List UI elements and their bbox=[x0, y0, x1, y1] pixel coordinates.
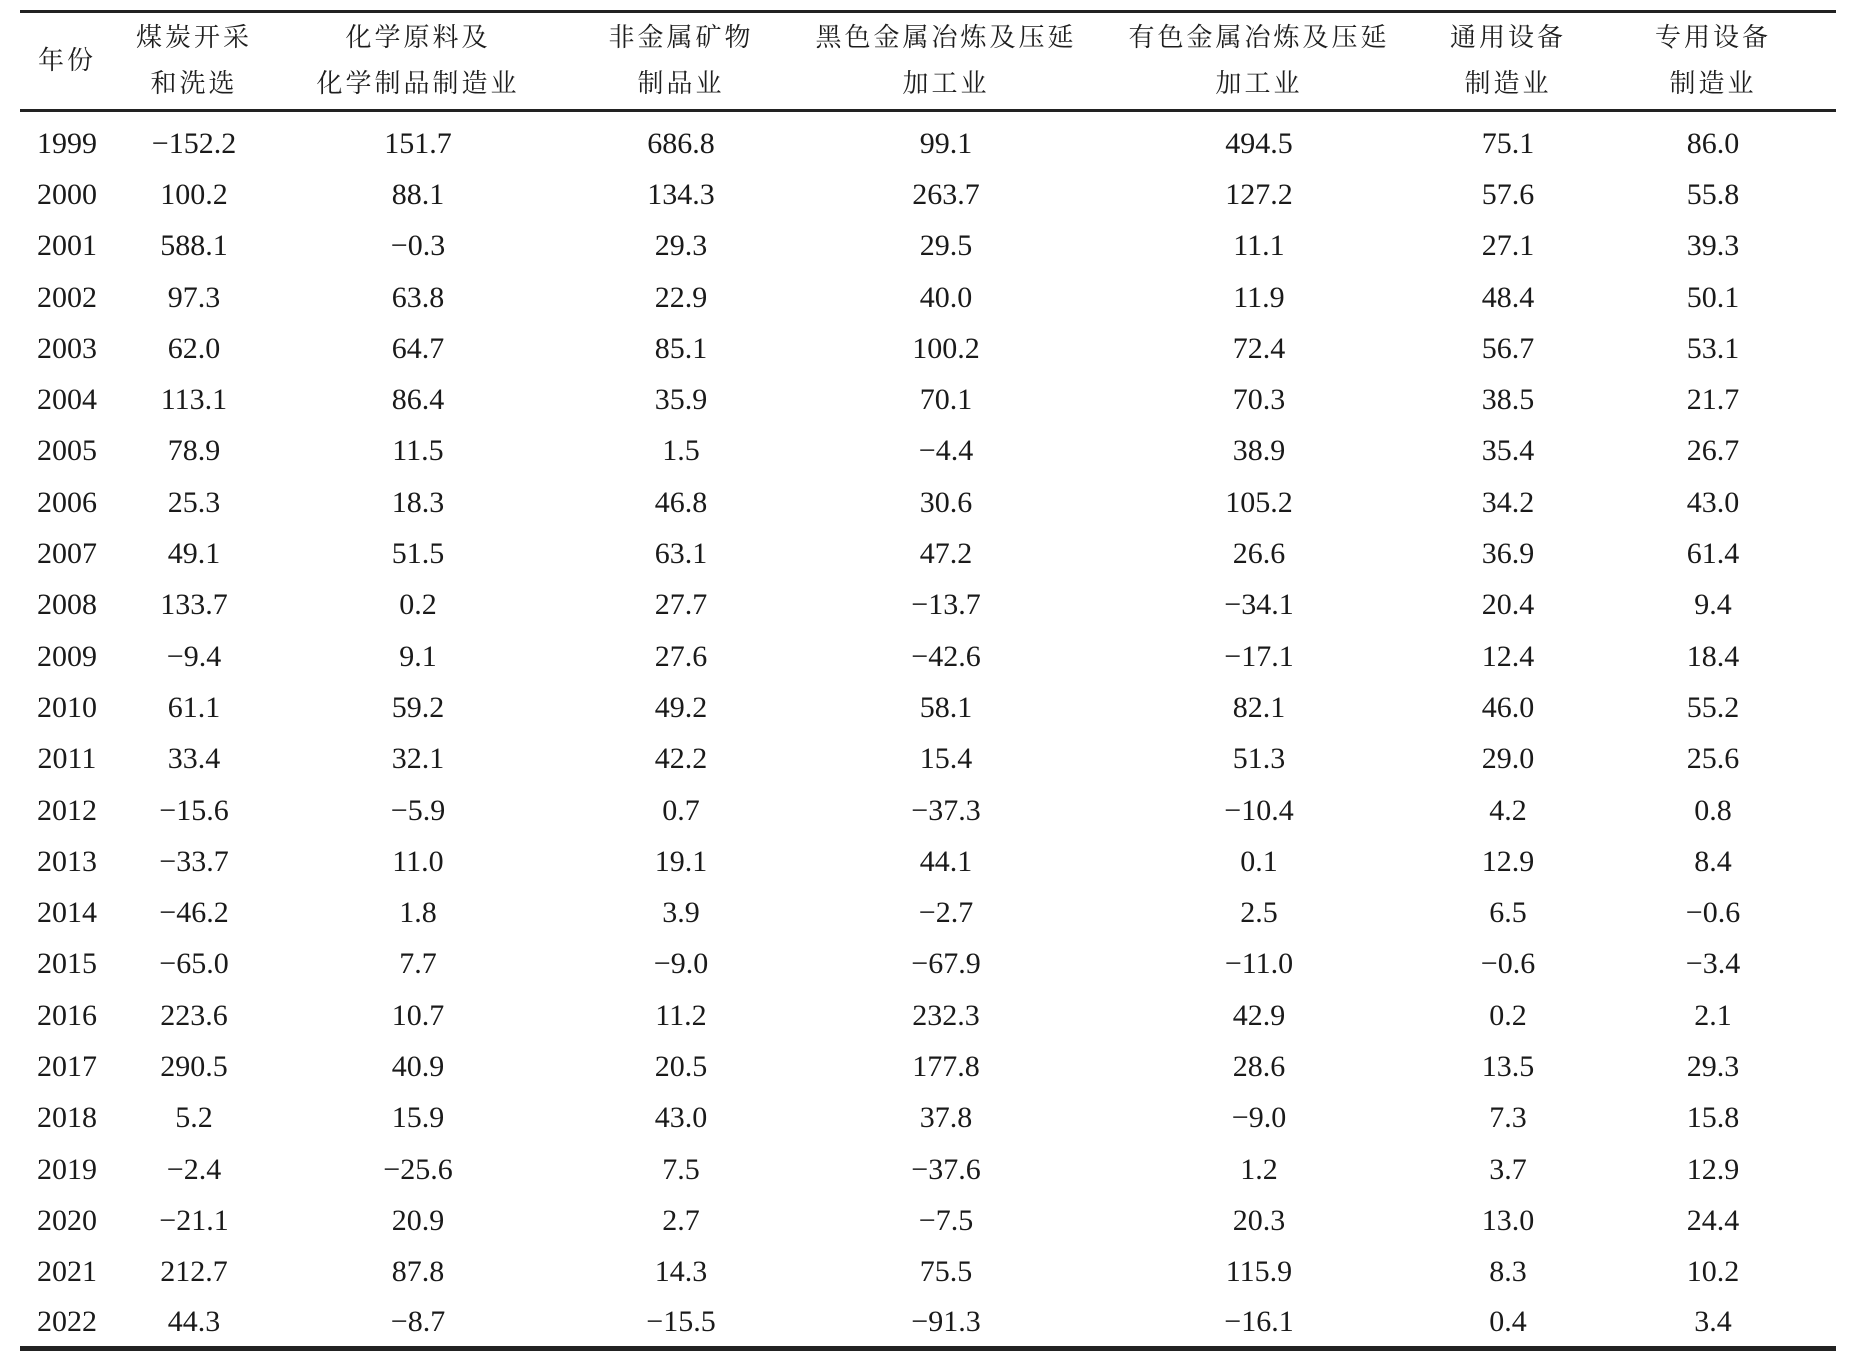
value-cell: −0.3 bbox=[390, 229, 446, 263]
value-cell: 70.3 bbox=[1232, 383, 1286, 417]
value-cell: −10.4 bbox=[1224, 793, 1294, 827]
value-cell: 75.1 bbox=[1481, 126, 1535, 160]
data-table-container bbox=[20, 10, 1836, 1351]
table-row bbox=[20, 1247, 1836, 1298]
value-cell: 1.2 bbox=[1240, 1152, 1278, 1186]
value-cell: 36.9 bbox=[1481, 537, 1535, 571]
value-cell: 34.2 bbox=[1481, 485, 1535, 519]
value-cell: −9.0 bbox=[1231, 1101, 1287, 1135]
value-cell: 127.2 bbox=[1225, 177, 1293, 211]
value-cell: 3.4 bbox=[1590, 1298, 1836, 1349]
value-cell: 56.7 bbox=[1481, 331, 1535, 365]
value-cell: 11.9 bbox=[1233, 280, 1285, 314]
value-cell: −16.1 bbox=[1092, 1298, 1426, 1349]
column-header-line: 化学原料及 bbox=[345, 23, 491, 53]
value-cell: 40.9 bbox=[391, 1049, 445, 1083]
value-cell: 0.4 bbox=[1426, 1298, 1590, 1349]
year-cell: 2018 bbox=[37, 1101, 97, 1135]
value-cell: 32.1 bbox=[391, 742, 445, 776]
table-row bbox=[20, 1041, 1836, 1092]
table-row bbox=[20, 1298, 1836, 1349]
value-cell: 18.4 bbox=[1686, 639, 1740, 673]
value-cell: 15.8 bbox=[1686, 1101, 1740, 1135]
value-cell: 100.2 bbox=[912, 331, 980, 365]
value-cell: 55.8 bbox=[1686, 177, 1740, 211]
value-cell: 42.2 bbox=[654, 742, 708, 776]
column-header-5 bbox=[1092, 12, 1426, 111]
value-cell: 35.4 bbox=[1481, 434, 1535, 468]
year-cell: 2002 bbox=[37, 280, 97, 314]
value-cell: 28.6 bbox=[1232, 1049, 1286, 1083]
value-cell: 15.4 bbox=[919, 742, 973, 776]
value-cell: 0.2 bbox=[1489, 998, 1527, 1032]
value-cell: 63.8 bbox=[391, 280, 445, 314]
table-row bbox=[20, 1093, 1836, 1144]
column-header-line: 有色金属冶炼及压延 bbox=[1128, 23, 1390, 53]
value-cell: −34.1 bbox=[1224, 588, 1294, 622]
value-cell: 5.2 bbox=[175, 1101, 213, 1135]
table-row bbox=[20, 221, 1836, 272]
value-cell: 12.9 bbox=[1481, 844, 1535, 878]
value-cell: 62.0 bbox=[167, 331, 221, 365]
value-cell: −91.3 bbox=[800, 1298, 1092, 1349]
value-cell: −11.0 bbox=[1224, 947, 1294, 981]
value-cell: 0.1 bbox=[1240, 844, 1278, 878]
value-cell: −65.0 bbox=[159, 947, 229, 981]
column-header-line: 和洗选 bbox=[150, 69, 238, 99]
value-cell: −0.6 bbox=[1480, 947, 1536, 981]
value-cell: 39.3 bbox=[1686, 229, 1740, 263]
value-cell: 105.2 bbox=[1225, 485, 1293, 519]
value-cell: 14.3 bbox=[654, 1255, 708, 1289]
value-cell: 1.8 bbox=[399, 896, 437, 930]
value-cell: 151.7 bbox=[384, 126, 452, 160]
value-cell: 85.1 bbox=[654, 331, 708, 365]
value-cell: 11.1 bbox=[1233, 229, 1285, 263]
value-cell: 44.1 bbox=[919, 844, 973, 878]
year-cell: 2000 bbox=[37, 177, 97, 211]
value-cell: −5.9 bbox=[390, 793, 446, 827]
value-cell: 9.1 bbox=[399, 639, 437, 673]
value-cell: −17.1 bbox=[1224, 639, 1294, 673]
column-header-6 bbox=[1426, 12, 1590, 111]
value-cell: 3.7 bbox=[1489, 1152, 1527, 1186]
header-row bbox=[20, 12, 1836, 111]
table-row bbox=[20, 426, 1836, 477]
value-cell: 177.8 bbox=[912, 1049, 980, 1083]
year-cell: 2014 bbox=[37, 896, 97, 930]
value-cell: −37.6 bbox=[911, 1152, 981, 1186]
value-cell: −25.6 bbox=[383, 1152, 453, 1186]
value-cell: 27.6 bbox=[654, 639, 708, 673]
table-row bbox=[20, 477, 1836, 528]
table-row bbox=[20, 1144, 1836, 1195]
value-cell: 64.7 bbox=[391, 331, 445, 365]
value-cell: −42.6 bbox=[911, 639, 981, 673]
value-cell: 12.4 bbox=[1481, 639, 1535, 673]
value-cell: 51.5 bbox=[391, 537, 445, 571]
table-row bbox=[20, 785, 1836, 836]
value-cell: −15.6 bbox=[159, 793, 229, 827]
value-cell: 2.7 bbox=[662, 1203, 700, 1237]
value-cell: 15.9 bbox=[391, 1101, 445, 1135]
value-cell: 22.9 bbox=[654, 280, 708, 314]
value-cell: 11.5 bbox=[392, 434, 444, 468]
column-header-line: 制品业 bbox=[637, 69, 725, 99]
value-cell: 21.7 bbox=[1686, 383, 1740, 417]
value-cell: −33.7 bbox=[159, 844, 229, 878]
table-row bbox=[20, 528, 1836, 579]
value-cell: 88.1 bbox=[391, 177, 445, 211]
value-cell: 61.1 bbox=[167, 690, 221, 724]
value-cell: 78.9 bbox=[167, 434, 221, 468]
value-cell: 57.6 bbox=[1481, 177, 1535, 211]
value-cell: 35.9 bbox=[654, 383, 708, 417]
year-cell: 2013 bbox=[37, 844, 97, 878]
value-cell: −37.3 bbox=[911, 793, 981, 827]
value-cell: 686.8 bbox=[647, 126, 715, 160]
table-row bbox=[20, 111, 1836, 170]
value-cell: 75.5 bbox=[919, 1255, 973, 1289]
value-cell: 29.3 bbox=[1686, 1049, 1740, 1083]
value-cell: 26.6 bbox=[1232, 537, 1286, 571]
value-cell: 87.8 bbox=[391, 1255, 445, 1289]
value-cell: 8.3 bbox=[1489, 1255, 1527, 1289]
table-row bbox=[20, 272, 1836, 323]
value-cell: 49.1 bbox=[167, 537, 221, 571]
value-cell: 18.3 bbox=[391, 485, 445, 519]
value-cell: 48.4 bbox=[1481, 280, 1535, 314]
value-cell: 99.1 bbox=[919, 126, 973, 160]
column-header-0 bbox=[20, 12, 114, 111]
column-header-line: 非金属矿物 bbox=[608, 23, 754, 53]
value-cell: 63.1 bbox=[654, 537, 708, 571]
value-cell: 20.5 bbox=[654, 1049, 708, 1083]
value-cell: 58.1 bbox=[919, 690, 973, 724]
column-header-7 bbox=[1590, 12, 1836, 111]
value-cell: 0.7 bbox=[662, 793, 700, 827]
year-cell: 2021 bbox=[37, 1255, 97, 1289]
value-cell: 70.1 bbox=[919, 383, 973, 417]
value-cell: 40.0 bbox=[919, 280, 973, 314]
value-cell: 13.0 bbox=[1481, 1203, 1535, 1237]
column-header-2 bbox=[274, 12, 562, 111]
value-cell: −46.2 bbox=[159, 896, 229, 930]
value-cell: 26.7 bbox=[1686, 434, 1740, 468]
table-row bbox=[20, 990, 1836, 1041]
value-cell: −7.5 bbox=[918, 1203, 974, 1237]
value-cell: 6.5 bbox=[1489, 896, 1527, 930]
value-cell: −15.5 bbox=[562, 1298, 800, 1349]
value-cell: 59.2 bbox=[391, 690, 445, 724]
year-cell: 2022 bbox=[20, 1298, 114, 1349]
value-cell: 20.9 bbox=[391, 1203, 445, 1237]
year-cell: 2016 bbox=[37, 998, 97, 1032]
value-cell: 19.1 bbox=[654, 844, 708, 878]
value-cell: 588.1 bbox=[160, 229, 228, 263]
value-cell: 0.8 bbox=[1694, 793, 1732, 827]
value-cell: 33.4 bbox=[167, 742, 221, 776]
column-header-line: 加工业 bbox=[902, 69, 990, 99]
value-cell: 20.3 bbox=[1232, 1203, 1286, 1237]
value-cell: 37.8 bbox=[919, 1101, 973, 1135]
value-cell: 2.1 bbox=[1694, 998, 1732, 1032]
table-body bbox=[20, 111, 1836, 1349]
value-cell: 13.5 bbox=[1481, 1049, 1535, 1083]
column-header-3 bbox=[562, 12, 800, 111]
value-cell: 494.5 bbox=[1225, 126, 1293, 160]
year-cell: 2017 bbox=[37, 1049, 97, 1083]
value-cell: 232.3 bbox=[912, 998, 980, 1032]
value-cell: −21.1 bbox=[159, 1203, 229, 1237]
value-cell: 3.9 bbox=[662, 896, 700, 930]
year-cell: 2019 bbox=[37, 1152, 97, 1186]
value-cell: −67.9 bbox=[911, 947, 981, 981]
column-header-line: 制造业 bbox=[1669, 69, 1757, 99]
value-cell: 115.9 bbox=[1225, 1255, 1293, 1289]
value-cell: 133.7 bbox=[160, 588, 228, 622]
industry-growth-table bbox=[20, 10, 1836, 1351]
value-cell: 29.3 bbox=[654, 229, 708, 263]
value-cell: 72.4 bbox=[1232, 331, 1286, 365]
year-cell: 2020 bbox=[37, 1203, 97, 1237]
value-cell: 113.1 bbox=[160, 383, 228, 417]
value-cell: 2.5 bbox=[1240, 896, 1278, 930]
value-cell: 1.5 bbox=[662, 434, 700, 468]
year-cell: 2015 bbox=[37, 947, 97, 981]
value-cell: 97.3 bbox=[167, 280, 221, 314]
value-cell: 11.0 bbox=[392, 844, 444, 878]
value-cell: 50.1 bbox=[1686, 280, 1740, 314]
value-cell: 24.4 bbox=[1686, 1203, 1740, 1237]
year-cell: 2011 bbox=[37, 742, 97, 776]
table-row bbox=[20, 734, 1836, 785]
value-cell: 49.2 bbox=[654, 690, 708, 724]
value-cell: −9.4 bbox=[166, 639, 222, 673]
value-cell: −152.2 bbox=[151, 126, 237, 160]
column-header-1 bbox=[114, 12, 274, 111]
value-cell: 290.5 bbox=[160, 1049, 228, 1083]
table-row bbox=[20, 580, 1836, 631]
value-cell: 212.7 bbox=[160, 1255, 228, 1289]
value-cell: 43.0 bbox=[654, 1101, 708, 1135]
table-row bbox=[20, 169, 1836, 220]
year-cell: 2012 bbox=[37, 793, 97, 827]
value-cell: 86.4 bbox=[391, 383, 445, 417]
value-cell: 134.3 bbox=[647, 177, 715, 211]
value-cell: 46.0 bbox=[1481, 690, 1535, 724]
value-cell: 51.3 bbox=[1232, 742, 1286, 776]
column-header-line: 年份 bbox=[37, 46, 96, 76]
value-cell: 12.9 bbox=[1686, 1152, 1740, 1186]
value-cell: 47.2 bbox=[919, 537, 973, 571]
value-cell: 11.2 bbox=[655, 998, 707, 1032]
value-cell: 25.6 bbox=[1686, 742, 1740, 776]
value-cell: 223.6 bbox=[160, 998, 228, 1032]
column-header-line: 加工业 bbox=[1215, 69, 1303, 99]
table-row bbox=[20, 682, 1836, 733]
value-cell: 27.1 bbox=[1481, 229, 1535, 263]
table-row bbox=[20, 939, 1836, 990]
value-cell: −2.4 bbox=[166, 1152, 222, 1186]
value-cell: 38.5 bbox=[1481, 383, 1535, 417]
column-header-line: 黑色金属冶炼及压延 bbox=[815, 23, 1077, 53]
year-cell: 1999 bbox=[37, 126, 97, 160]
value-cell: 43.0 bbox=[1686, 485, 1740, 519]
column-header-line: 专用设备 bbox=[1654, 23, 1771, 53]
value-cell: 8.4 bbox=[1694, 844, 1732, 878]
value-cell: −4.4 bbox=[918, 434, 974, 468]
table-row bbox=[20, 631, 1836, 682]
year-cell: 2001 bbox=[37, 229, 97, 263]
value-cell: −9.0 bbox=[653, 947, 709, 981]
table-row bbox=[20, 323, 1836, 374]
year-cell: 2009 bbox=[37, 639, 97, 673]
table-header bbox=[20, 12, 1836, 111]
value-cell: 7.7 bbox=[399, 947, 437, 981]
column-header-line: 化学制品制造业 bbox=[316, 69, 520, 99]
value-cell: −2.7 bbox=[918, 896, 974, 930]
value-cell: 29.0 bbox=[1481, 742, 1535, 776]
value-cell: 27.7 bbox=[654, 588, 708, 622]
year-cell: 2010 bbox=[37, 690, 97, 724]
value-cell: −13.7 bbox=[911, 588, 981, 622]
year-cell: 2004 bbox=[37, 383, 97, 417]
value-cell: 9.4 bbox=[1694, 588, 1732, 622]
value-cell: 29.5 bbox=[919, 229, 973, 263]
value-cell: 0.2 bbox=[399, 588, 437, 622]
table-row bbox=[20, 836, 1836, 887]
year-cell: 2006 bbox=[37, 485, 97, 519]
column-header-line: 制造业 bbox=[1464, 69, 1552, 99]
value-cell: 53.1 bbox=[1686, 331, 1740, 365]
table-row bbox=[20, 1195, 1836, 1246]
value-cell: 10.7 bbox=[391, 998, 445, 1032]
value-cell: 44.3 bbox=[114, 1298, 274, 1349]
value-cell: 263.7 bbox=[912, 177, 980, 211]
value-cell: 25.3 bbox=[167, 485, 221, 519]
value-cell: 55.2 bbox=[1686, 690, 1740, 724]
value-cell: 82.1 bbox=[1232, 690, 1286, 724]
year-cell: 2007 bbox=[37, 537, 97, 571]
column-header-4 bbox=[800, 12, 1092, 111]
column-header-line: 通用设备 bbox=[1449, 23, 1566, 53]
value-cell: 46.8 bbox=[654, 485, 708, 519]
value-cell: 10.2 bbox=[1686, 1255, 1740, 1289]
year-cell: 2005 bbox=[37, 434, 97, 468]
value-cell: −8.7 bbox=[274, 1298, 562, 1349]
year-cell: 2003 bbox=[37, 331, 97, 365]
value-cell: 100.2 bbox=[160, 177, 228, 211]
value-cell: −3.4 bbox=[1685, 947, 1741, 981]
value-cell: 20.4 bbox=[1481, 588, 1535, 622]
value-cell: 61.4 bbox=[1686, 537, 1740, 571]
value-cell: 42.9 bbox=[1232, 998, 1286, 1032]
table-row bbox=[20, 374, 1836, 425]
value-cell: 7.5 bbox=[662, 1152, 700, 1186]
value-cell: 7.3 bbox=[1489, 1101, 1527, 1135]
value-cell: −0.6 bbox=[1685, 896, 1741, 930]
column-header-line: 煤炭开采 bbox=[135, 23, 252, 53]
year-cell: 2008 bbox=[37, 588, 97, 622]
value-cell: 38.9 bbox=[1232, 434, 1286, 468]
value-cell: 4.2 bbox=[1489, 793, 1527, 827]
table-row bbox=[20, 887, 1836, 938]
value-cell: 30.6 bbox=[919, 485, 973, 519]
value-cell: 86.0 bbox=[1686, 126, 1740, 160]
